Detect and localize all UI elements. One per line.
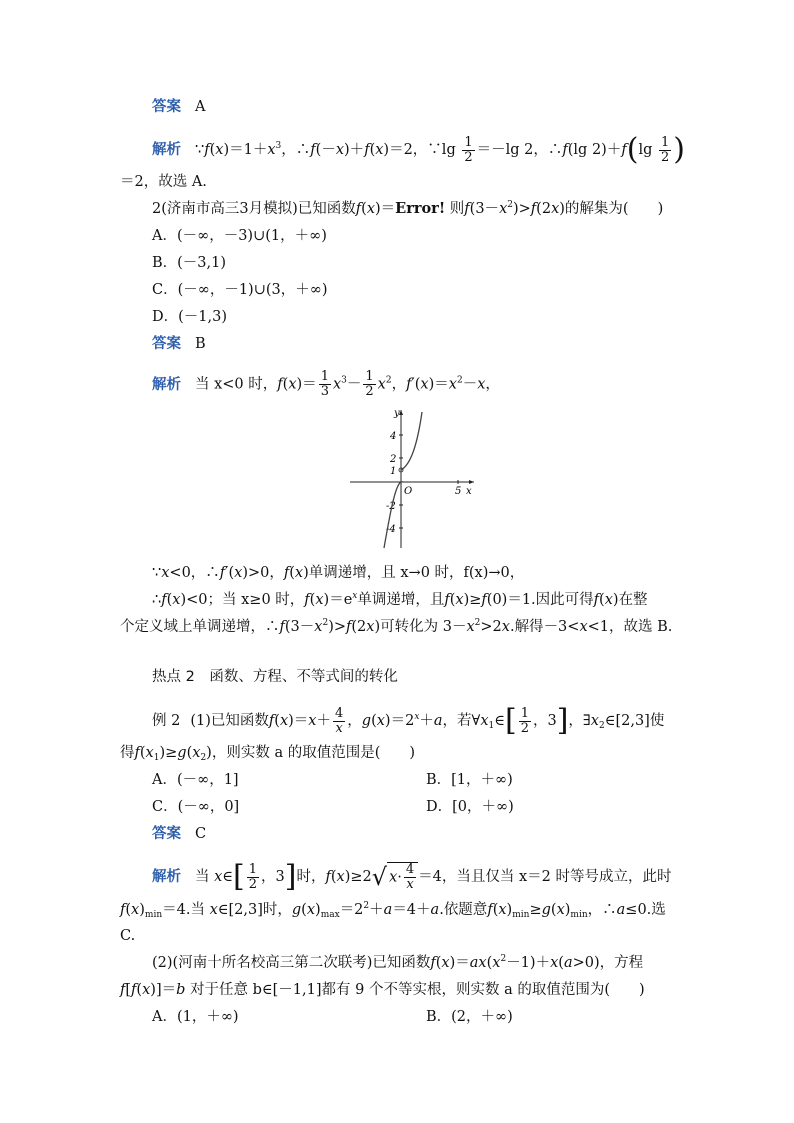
- an2-b: 依题意: [443, 902, 488, 918]
- question-2b-line-1: (2)(河南十所名校高三第二次联考)已知函数$f(x)=ax(x^2-1)+x(a>0)$，方程: [152, 954, 644, 971]
- stem-post: 的解集为( ): [564, 201, 664, 217]
- analysis-text: 当 x<0 时，: [195, 376, 278, 393]
- question-2-stem: 2(济南市高三3月模拟)已知函数f(x)＝Error! 则$f(3-x^2)>f(2x)$的解集为( ): [152, 200, 664, 217]
- ex-option-b: B．[1，＋∞): [426, 772, 513, 788]
- answer-label: 答案: [152, 99, 181, 115]
- y-label: y: [394, 408, 400, 419]
- answer-row-1: [152, 97, 205, 117]
- line4-a: 个定义域上单调递增，: [120, 619, 265, 635]
- answer-label: 答案: [152, 336, 181, 352]
- line4-c: 解得: [514, 619, 544, 635]
- answer-row-3: [152, 824, 206, 844]
- section-heading: 热点 2 函数、方程、不等式间的转化: [152, 669, 398, 685]
- line3-b: 单调递增，且: [357, 592, 445, 608]
- line3-c: 因此可得: [535, 592, 594, 608]
- option-a: A．(－∞，－3)∪(1，＋∞): [152, 228, 327, 244]
- ex-option-a: A．(－∞，1]: [152, 772, 239, 788]
- example-question: 则实数 a 的取值范围是( ): [226, 745, 416, 761]
- answer-value: A: [195, 99, 206, 115]
- analysis-line-2: ∵x<0，∴f′(x)>0，f(x)单调递增，且 x→0 时，f(x)→0，: [152, 565, 525, 581]
- x-tick-5: 5: [455, 486, 462, 497]
- answer-label: 答案: [152, 826, 181, 842]
- stem-error: Error!: [395, 200, 446, 217]
- answer-row-2: [152, 334, 206, 354]
- answer-value: C: [195, 826, 207, 842]
- line3-a: 当 x≥0 时，: [222, 592, 305, 608]
- example-text: (1)已知函数: [190, 713, 269, 729]
- example-label: 例 2: [152, 713, 181, 729]
- curve-left: [384, 482, 403, 548]
- y-tick-1: 1: [390, 466, 397, 477]
- analysis-prefix: ∵: [195, 142, 205, 158]
- option-d: D．(－1,3): [152, 309, 227, 325]
- y-tick-neg2: -2: [386, 501, 396, 512]
- analysis-line2-text: 单调递增，且 x→0 时，f(x)→0，: [308, 565, 525, 581]
- analysis-label: 解析: [152, 142, 181, 158]
- ex-option-c: C．(－∞，0]: [152, 799, 240, 815]
- q2b-text: (2)(河南十所名校高三第二次联考)已知函数: [152, 955, 431, 971]
- example-2-line-2: 得$f(x_1)\ge g(x_2)$，则实数 a 的取值范围是( ): [120, 745, 416, 763]
- y-tick-neg4: -4: [386, 524, 396, 535]
- analysis-line-4: 个定义域上单调递增，$\therefore f(3-x^2)>f(2x)$可转化为 $3-x^2>2x$.解得－3<x<1，故选 B.: [120, 618, 673, 635]
- y-tick-2: 2: [390, 454, 397, 465]
- line4-b: 可转化为: [380, 619, 439, 635]
- analysis-row-2: 解析 当 x<0 时，f(x)＝ $\frac{1}{3}$ $x^3-$ $\frac{1}{2}$ $x^2$，$f'(x)=x^2-x$，: [152, 369, 500, 399]
- q2b-text-b: 方程: [614, 955, 644, 971]
- ex-option-d: D．[0，＋∞): [426, 799, 514, 815]
- function-graph: [346, 404, 478, 550]
- answer-value: B: [195, 336, 206, 352]
- q2b-option-b: B．(2，＋∞): [426, 1009, 513, 1025]
- q2b-option-a: A．(1，＋∞): [152, 1009, 239, 1025]
- analysis-row-3b: $f(x)_{min}=4$.当 x∈[2,3]时，$g(x)_{max}=2^2+a=4+a$.依题意$f(x)_{min}\ge g(x)_{min}$，∴a≤0.选: [120, 901, 666, 920]
- curve-right: [401, 412, 422, 470]
- analysis-line-3: ∴f(x)<0；当 x≥0 时，$f(x)=e^x$单调递增，且f(x)≥f(0)＝1.因此可得f(x)在整: [152, 591, 648, 608]
- q2b-line2-text: 对于任意 b∈[－1,1]都有 9 个不等实根，则实数 a 的取值范围为( ): [190, 982, 645, 998]
- analysis-row-3c: C.: [120, 928, 136, 944]
- analysis-label: 解析: [152, 376, 181, 393]
- stem-pre: 2(济南市高三3月模拟)已知函数: [152, 201, 356, 217]
- analysis-tail-1: ＝2，故选 A.: [120, 174, 207, 190]
- an1-b: 当且仅当 x＝2 时等号成立，此时: [456, 869, 672, 885]
- line3-d: 在整: [618, 592, 648, 608]
- x-label: x: [466, 486, 472, 497]
- analysis-label: 解析: [152, 869, 181, 885]
- option-b: B．(－3,1): [152, 255, 227, 271]
- option-c: C．(－∞，－1)∪(3，＋∞): [152, 282, 328, 298]
- analysis-row-1: 解析 $\because f(x)=1+x^3$，∴f(－x)＋f(x)＝2，∵lg $\frac{1}{2}$ ＝－lg 2，∴f(lg 2)＋f(lg $\frac{1}{2}$ ): [152, 132, 685, 167]
- analysis-row-3: 解析 当 x∈[ $\frac{1}{2}$ ，3]时，f(x)≥2√ x· $\frac{4}{x}$ ＝4，当且仅当 x＝2 时等号成立，此时: [152, 859, 672, 894]
- example-2-line-1: 例 2 (1)已知函数f(x)＝x＋ $\frac{4}{x}$ ，$g(x)=2^x+a$，若$\forall x_1\in$[ $\frac{1}{2}$ ，3]，$\exists x_2\in[2,3]$使: [152, 703, 665, 738]
- y-tick-4: 4: [390, 431, 397, 442]
- line4-d: 故选 B.: [623, 619, 673, 635]
- origin-label: O: [404, 486, 413, 497]
- question-2b-line-2: f[f(x)]＝b 对于任意 b∈[－1,1]都有 9 个不等实根，则实数 a 的取值范围为( ): [120, 982, 645, 998]
